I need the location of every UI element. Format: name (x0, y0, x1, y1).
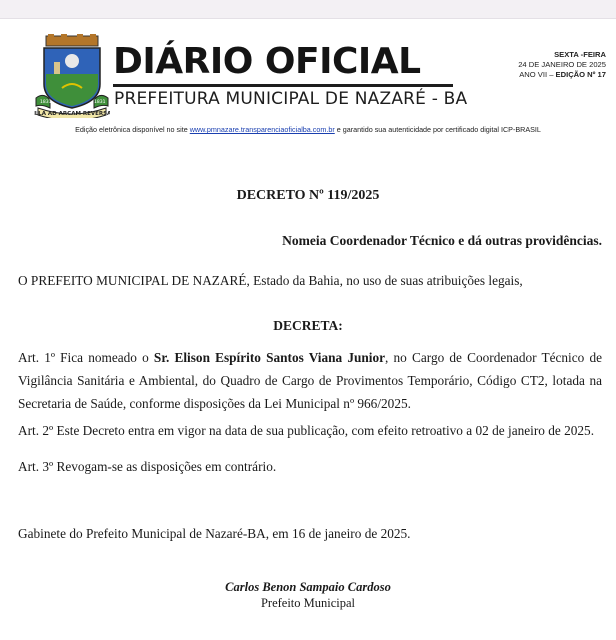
decreta-heading: DECRETA: (273, 318, 343, 333)
top-bar (0, 0, 616, 19)
edition-weekday: SEXTA -FEIRA (554, 50, 606, 59)
online-edition-notice (0, 125, 616, 134)
article-1-prefix: Art. 1º Fica nomeado o (18, 350, 154, 365)
article-3: Art. 3º Revogam-se as disposições em contrário. (18, 459, 277, 474)
edition-number: EDIÇÃO Nº 17 (555, 70, 606, 79)
crest-ribbon-text: ILLA AD ARCAM REVERSA (34, 111, 110, 117)
signer-name: Carlos Benon Sampaio Cardoso (225, 580, 391, 594)
appointee-name: Sr. Elison Espírito Santos Viana Junior (153, 350, 386, 365)
decree-title: DECRETO Nº 119/2025 (236, 188, 380, 203)
crest-year-right: 1831 (94, 100, 106, 105)
signer-role: Prefeito Municipal (260, 596, 356, 610)
transparency-site-link[interactable]: www.pmnazare.transparenciaoficialba.com.br (189, 125, 335, 134)
article-1 (18, 346, 602, 415)
decree-intro: O PREFEITO MUNICIPAL DE NAZARÉ, Estado da Bahia, no uso de suas atribuições legais, (18, 273, 523, 288)
notice-text-after: e garantido sua autenticidade por certificado digital ICP-BRASIL (334, 125, 541, 134)
masthead-divider (113, 84, 453, 87)
city-coat-of-arms-icon (34, 34, 110, 118)
gabinete-dateline: Gabinete do Prefeito Municipal de Nazaré-BA, em 16 de janeiro de 2025. (18, 526, 411, 541)
article-2: Art. 2º Este Decreto entra em vigor na data de sua publicação, com efeito retroativo a 02 de janeiro de 2025. (18, 423, 595, 438)
article-1-text: , no Cargo de Coordenador Técnico de Vigilância Sanitária e Ambiental, do Quadro de Cargo de Provimentos Temporário, Código CT2, lotada na Secretaria de Saúde, conforme disposições da Lei Municipal nº 966/2025. (18, 350, 602, 411)
masthead-subtitle: PREFEITURA MUNICIPAL DE NAZARÉ - BA (114, 89, 468, 109)
edition-year: ANO VII – (519, 70, 556, 79)
crest-year-left: 1831 (40, 100, 52, 105)
decree-ementa: Nomeia Coordenador Técnico e dá outras providências. (282, 233, 602, 248)
notice-text-before: Edição eletrônica disponível no site (75, 125, 190, 134)
masthead-title: DIÁRIO OFICIAL (113, 41, 421, 82)
edition-date: 24 DE JANEIRO DE 2025 (518, 60, 606, 69)
edition-info (518, 50, 606, 80)
